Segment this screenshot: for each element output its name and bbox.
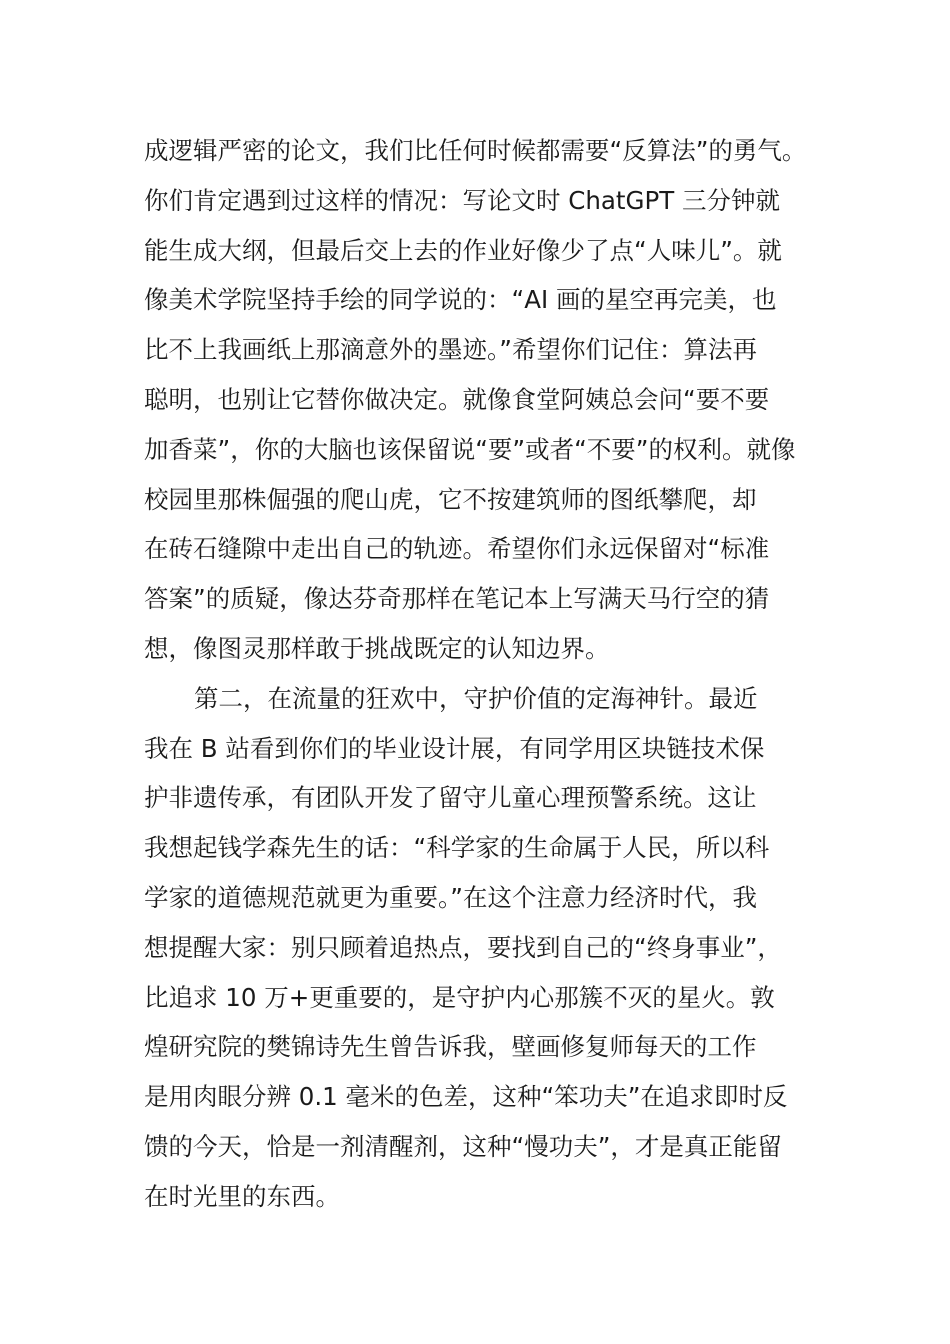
text-line: 聪明，也别让它替你做决定。就像食堂阿姨总会问“要不要 [144, 384, 770, 414]
text-line: 比追求 10 万+更重要的，是守护内心那簇不灭的星火。敦 [144, 982, 775, 1012]
text-line: 能生成大纲，但最后交上去的作业好像少了点“人味儿”。就 [144, 235, 782, 265]
text-line: 我在 B 站看到你们的毕业设计展，有同学用区块链技术保 [144, 733, 765, 763]
text-line: 在时光里的东西。 [144, 1181, 340, 1211]
text-line: 护非遗传承，有团队开发了留守儿童心理预警系统。这让 [144, 783, 757, 813]
text-line: 加香菜”，你的大脑也该保留说“要”或者“不要”的权利。就像 [144, 434, 796, 464]
paragraph-start-line: 第二，在流量的狂欢中，守护价值的定海神针。最近 [194, 683, 758, 713]
text-line: 我想起钱学森先生的话：“科学家的生命属于人民，所以科 [144, 833, 770, 863]
document-body [144, 126, 834, 1222]
text-line: 馈的今天，恰是一剂清醒剂，这种“慢功夫”，才是真正能留 [144, 1131, 782, 1161]
text-line: 想，像图灵那样敢于挑战既定的认知边界。 [144, 633, 610, 663]
text-line: 煌研究院的樊锦诗先生曾告诉我，壁画修复师每天的工作 [144, 1032, 757, 1062]
text-line: 你们肯定遇到过这样的情况：写论文时 ChatGPT 三分钟就 [144, 185, 781, 215]
text-line: 成逻辑严密的论文，我们比任何时候都需要“反算法”的勇气。 [144, 136, 807, 165]
text-line: 在砖石缝隙中走出自己的轨迹。希望你们永远保留对“标准 [144, 534, 770, 564]
text-line: 答案”的质疑，像达芬奇那样在笔记本上写满天马行空的猜 [144, 584, 770, 614]
text-line: 像美术学院坚持手绘的同学说的：“AI 画的星空再完美，也 [144, 285, 777, 315]
text-line: 比不上我画纸上那滴意外的墨迹。”希望你们记住：算法再 [144, 335, 757, 365]
text-line: 是用肉眼分辨 0.1 毫米的色差，这种“笨功夫”在追求即时反 [144, 1082, 788, 1112]
text-line: 学家的道德规范就更为重要。”在这个注意力经济时代，我 [144, 882, 757, 912]
text-line: 校园里那株倔强的爬山虎，它不按建筑师的图纸攀爬，却 [144, 484, 757, 514]
text-line: 想提醒大家：别只顾着追热点，要找到自己的“终身事业”， [144, 932, 782, 962]
